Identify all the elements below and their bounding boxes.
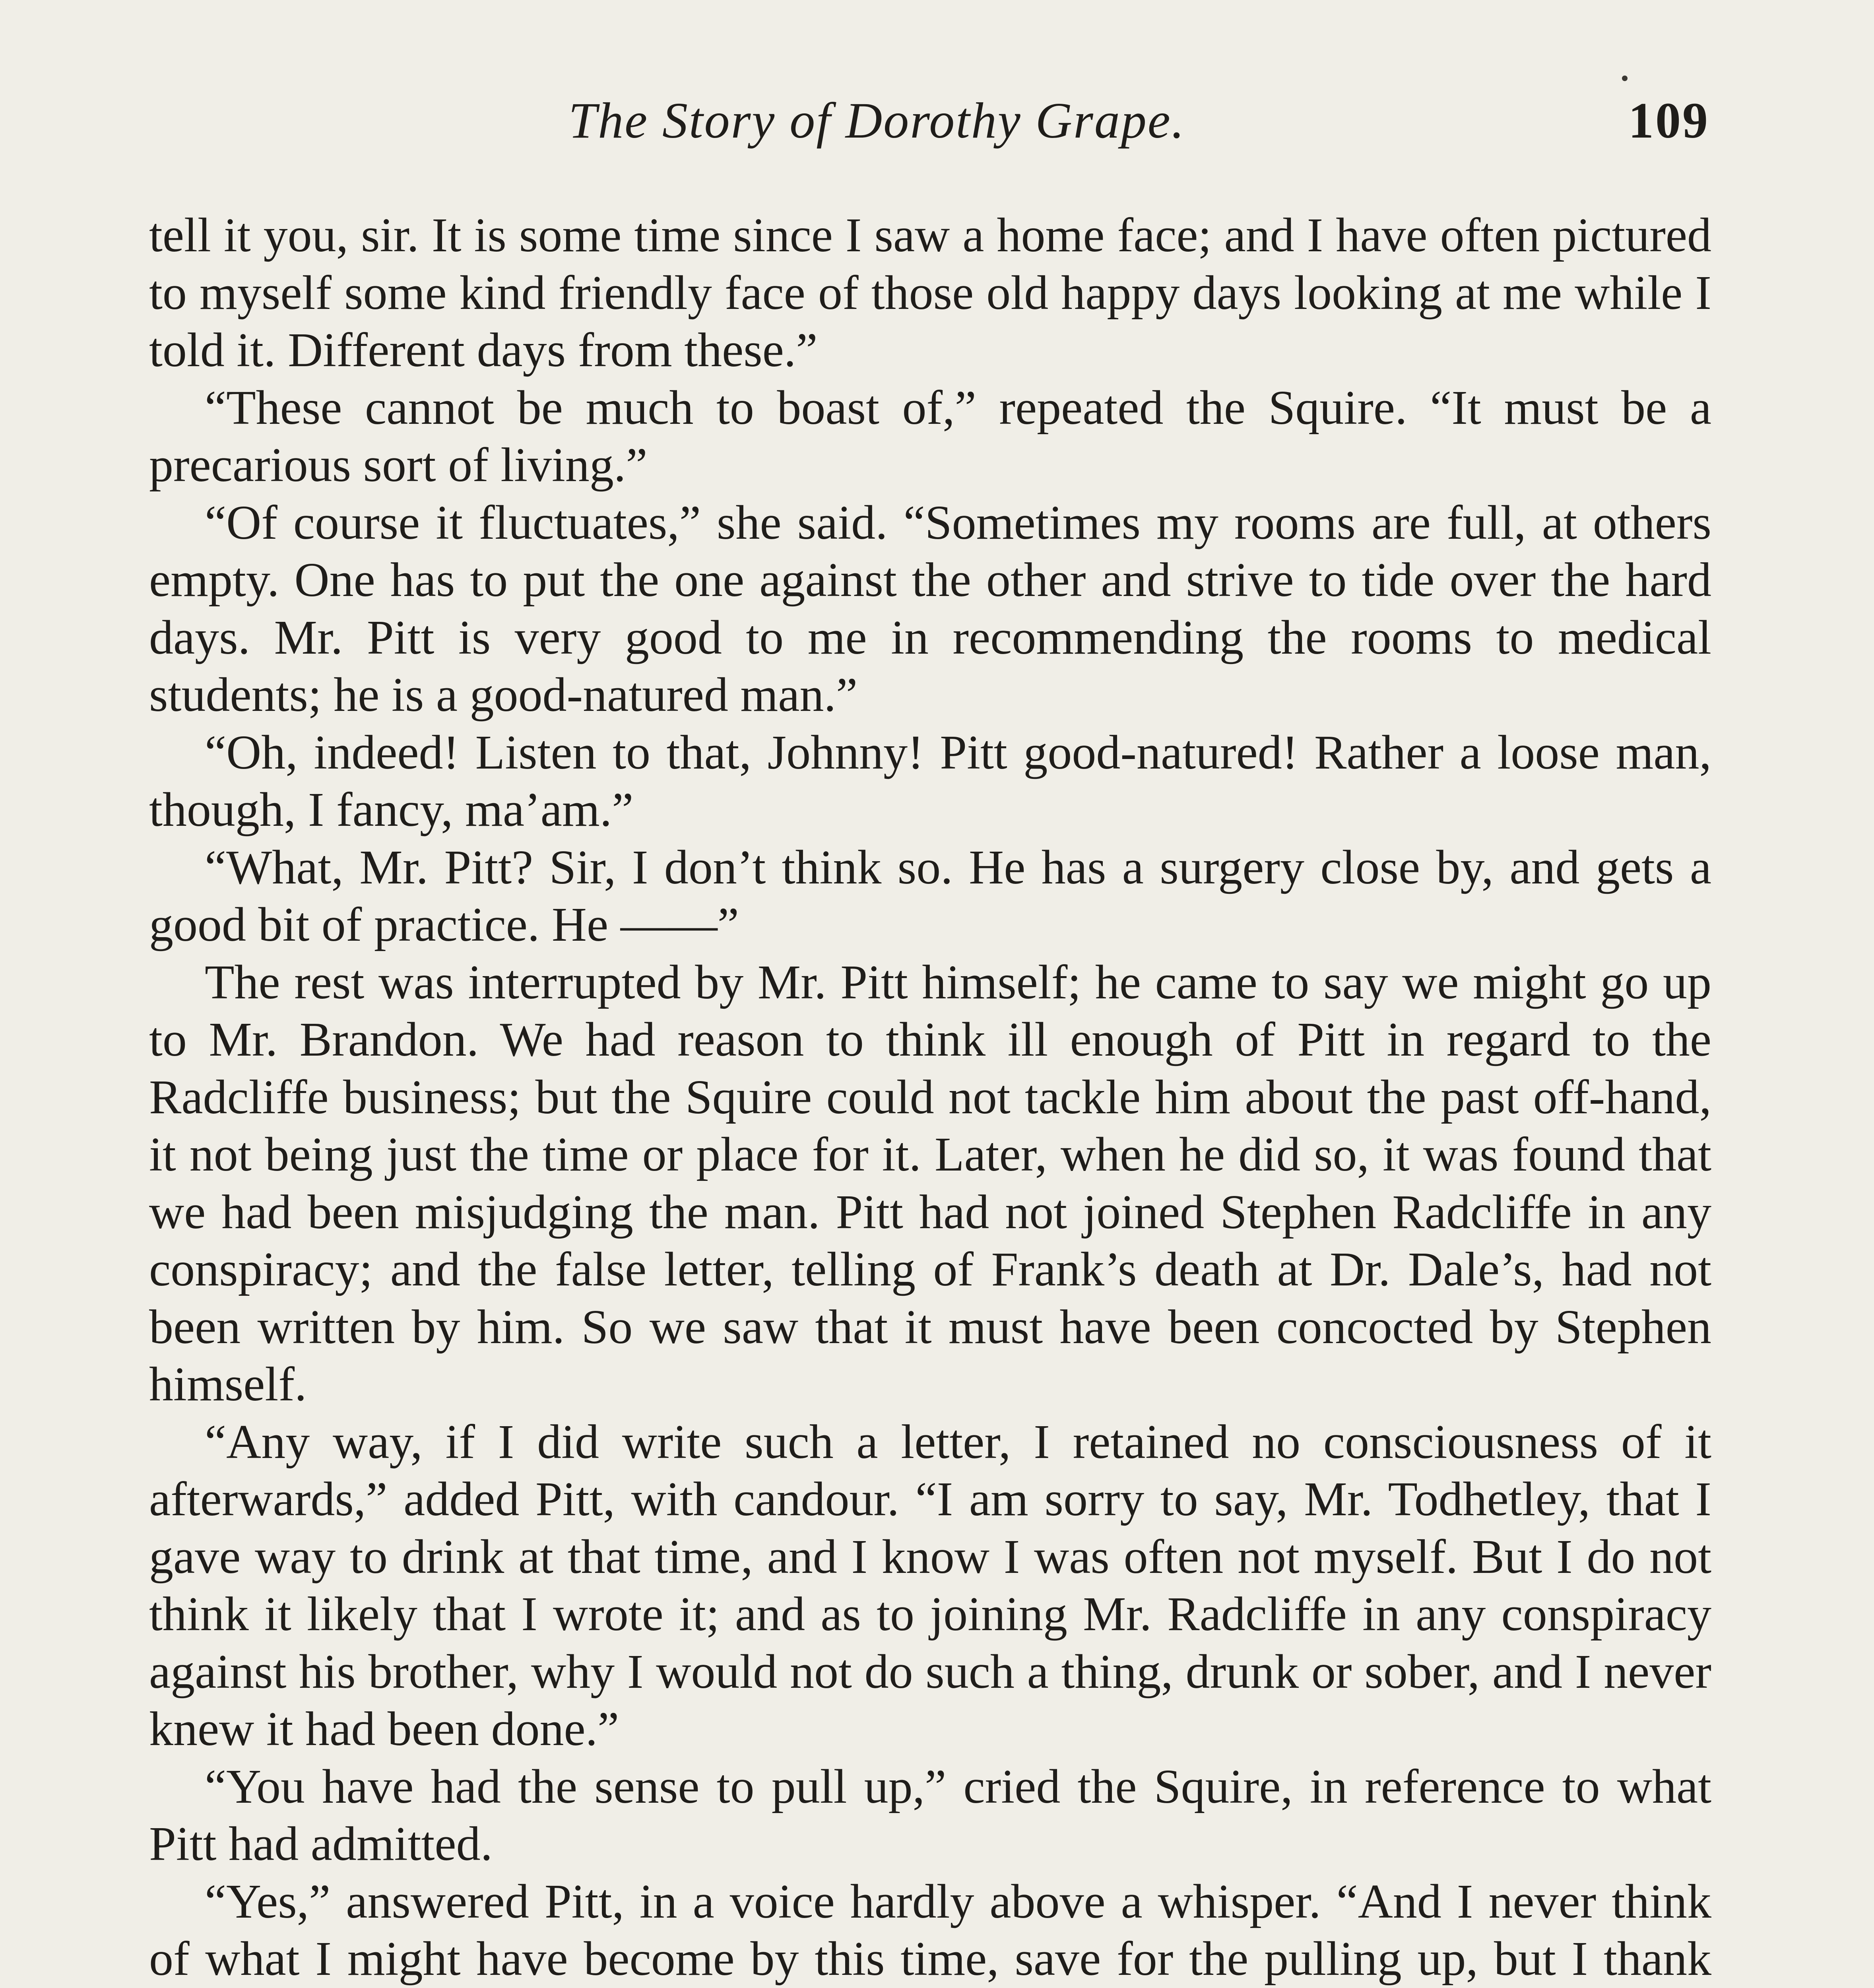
paragraph: “What, Mr. Pitt? Sir, I don’t think so. He has a surgery close by, and gets a good bit of practice. He ——” (149, 840, 1711, 951)
paragraph: “You have had the sense to pull up,” cried the Squire, in reference to what Pitt had admitted. (149, 1759, 1711, 1871)
paragraph-continued: tell it you, sir. It is some time since I saw a home face; and I have often pictured to myself some kind friendly face of those old happy days looking at me while I told it. Different days from these.” (149, 208, 1711, 377)
body-text (149, 207, 1711, 1988)
page-number: 109 (1628, 92, 1709, 149)
paragraph: “Any way, if I did write such a letter, I retained no consciousness of it afterwards,” added Pitt, with candour. “I am sorry to say, Mr. Todhetley, that I gave way to drink at that time, and I know I was often not myself. But I do not think it likely that I wrote it; and as to joining Mr. Radcliffe in any conspiracy against his brother, why I would not do such a thing, drunk or sober, and I never knew it had been done.” (149, 1415, 1711, 1756)
paragraph: “Oh, indeed! Listen to that, Johnny! Pitt good-natured! Rather a loose man, though, I fancy, ma’am.” (149, 725, 1711, 837)
running-title: The Story of Dorothy Grape. (568, 92, 1185, 149)
ink-speck (1622, 76, 1628, 81)
paragraph: “Of course it fluctuates,” she said. “Sometimes my rooms are full, at others empty. One has to put the one against the other and strive to tide over the hard days. Mr. Pitt is very good to me in recommending the rooms to medical students; he is a good-natured man.” (149, 495, 1711, 722)
paragraph: “Yes,” answered Pitt, in a voice hardly above a whisper. “And I never think of what I might have become by this time, save for the pulling up, but I thank (149, 1874, 1711, 1986)
paragraph: The rest was interrupted by Mr. Pitt himself; he came to say we might go up to Mr. Brandon. We had reason to think ill enough of Pitt in regard to the Radcliffe business; but the Squire could not tackle him about the past off-hand, it not being just the time or place for it. Later, when he did so, it was found that we had been misjudging the man. Pitt had not joined Stephen Radcliffe in any conspiracy; and the false letter, telling of Frank’s death at Dr. Dale’s, had not been written by him. So we saw that it must have been concocted by Stephen himself. (149, 955, 1711, 1411)
paragraph: “These cannot be much to boast of,” repeated the Squire. “It must be a precarious sort of living.” (149, 381, 1711, 492)
page-header (151, 91, 1709, 163)
